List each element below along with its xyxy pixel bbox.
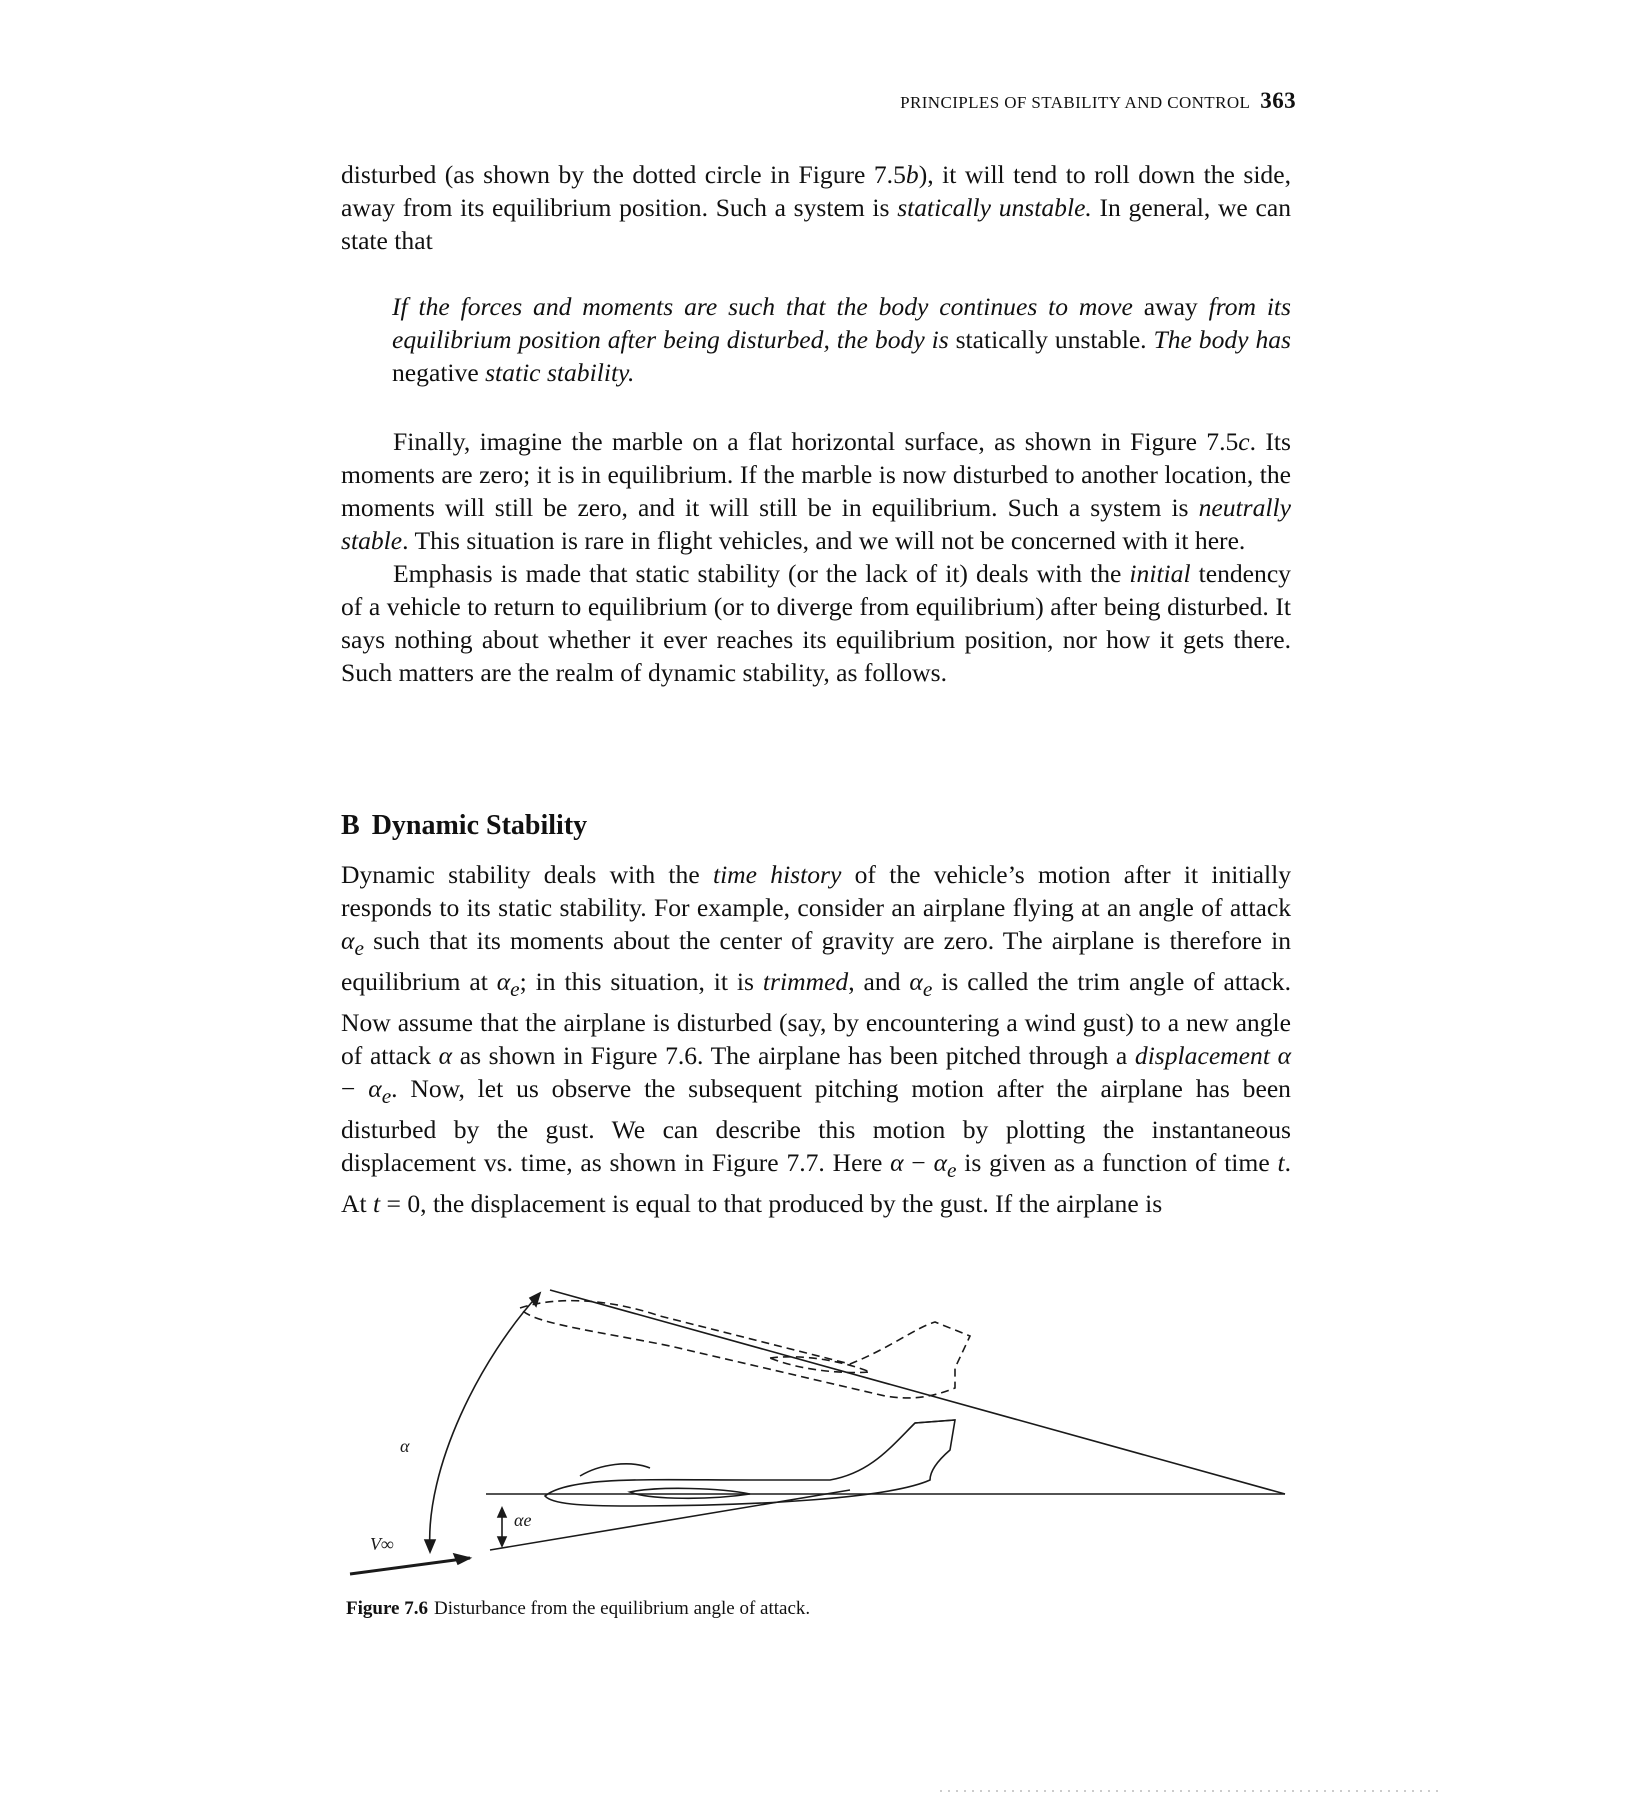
paragraph-2 <box>341 425 1291 557</box>
disturbed-angle-line <box>550 1290 1285 1494</box>
section-title: Dynamic Stability <box>371 810 588 841</box>
airplane-equilibrium <box>545 1420 955 1506</box>
running-head <box>826 88 1296 114</box>
p4-t11: = 0, the displacement is equal to that produced by the gust. If the airplane is <box>380 1189 1163 1219</box>
p4-t9: is given as a function of time <box>956 1148 1278 1178</box>
alpha-e-arrowhead <box>498 1508 506 1517</box>
alpha-symbol: α <box>933 1148 948 1178</box>
p4-t10: . At <box>341 1148 1291 1219</box>
alpha-symbol: α <box>1277 1041 1291 1071</box>
time-symbol: t <box>373 1189 381 1219</box>
p1-italic-1: b <box>905 160 919 189</box>
p1-text-2: ), it will tend to roll down the side, away from its equilibrium position. Such a system is <box>341 160 1291 222</box>
paragraph-dynamic <box>341 858 1291 1220</box>
scan-artifact <box>940 1788 1440 1794</box>
time-symbol: t <box>1277 1148 1285 1178</box>
paragraph-1 <box>341 158 1291 257</box>
p4-t5: , and <box>848 967 910 997</box>
paragraph-4 <box>341 858 1291 1220</box>
p2-text-3: . This situation is rare in flight vehicles, and we will not be concerned with it here. <box>402 526 1246 555</box>
p4-t4: ; in this situation, it is <box>519 967 763 997</box>
p1-text-1: disturbed (as shown by the dotted circle in Figure 7.5 <box>341 160 906 189</box>
alpha-label: α <box>400 1436 410 1456</box>
definition-quote <box>392 290 1291 389</box>
p1-italic-2: statically unstable. <box>897 193 1092 222</box>
alpha-symbol: α <box>909 967 923 997</box>
canopy <box>580 1464 650 1476</box>
freestream-arrowhead <box>454 1554 470 1564</box>
paragraph-3 <box>341 557 1291 689</box>
freestream-arrow <box>350 1558 470 1574</box>
e-subscript: e <box>510 977 520 1002</box>
e-subscript: e <box>947 1158 957 1183</box>
airplane-disturbed <box>520 1301 970 1398</box>
caption-label: Figure 7.6 <box>346 1598 428 1619</box>
figure-caption <box>346 1598 810 1620</box>
e-subscript: e <box>922 977 933 1002</box>
running-title: PRINCIPLES OF STABILITY AND CONTROL <box>900 93 1251 112</box>
p2-italic-2: neutrally stable <box>341 493 1291 555</box>
fuselage <box>545 1420 955 1506</box>
alpha-symbol: α <box>368 1074 382 1104</box>
p4-t8: . Now, let us observe the subsequent pitching motion after the airplane has been disturbed by the gust. We can describe this motion by plotting the instantaneous displacement vs. time, as shown in Figure 7.7. Here <box>341 1074 1291 1178</box>
paragraphs-static <box>341 425 1291 689</box>
p4-i3: displacement <box>1134 1041 1270 1071</box>
p1-text-3: In general, we can state that <box>341 193 1292 255</box>
quote-text-3: negative <box>392 358 486 387</box>
p4-t3: such that its moments about the center of gravity are zero. The airplane is therefore in equilibrium at <box>341 926 1291 997</box>
paragraph-continued <box>341 158 1291 257</box>
minus-sign: − <box>341 1074 369 1104</box>
alpha-symbol: α <box>341 926 355 955</box>
quote-text-1: away <box>1132 292 1209 321</box>
p4-i1: time history <box>712 860 842 889</box>
p3-italic-1: initial <box>1129 559 1191 588</box>
p3-text-2: tendency of a vehicle to return to equilibrium (or to diverge from equilibrium) after being disturbed. It says nothing about whether it ever reaches its equilibrium position, nor how it gets there. Such matters are the realm of dynamic stability, as follows. <box>341 559 1291 687</box>
p2-text-1: Finally, imagine the marble on a flat horizontal surface, as shown in Figure 7.5 <box>393 427 1239 456</box>
tail-fin-top <box>915 1420 955 1423</box>
p2-text-2: . Its moments are zero; it is in equilibrium. If the marble is now disturbed to another location, the moments will still be zero, and it will still be in equilibrium. Such a system is <box>341 427 1291 522</box>
quote-italic-1: If the forces and moments are such that the body continues to move <box>392 292 1133 321</box>
fuselage-disturbed <box>520 1301 970 1398</box>
caption-text: Disturbance from the equilibrium angle of attack. <box>433 1598 811 1619</box>
p4-t6: is called the trim angle of attack. Now assume that the airplane is disturbed (say, by encountering a wind gust) to a new angle of attack <box>341 967 1291 1071</box>
e-subscript: e <box>381 1084 392 1109</box>
p2-italic-1: c <box>1238 427 1250 456</box>
quote-italic-4: static stability. <box>485 358 635 387</box>
quote-italic-3: The body has <box>1153 325 1291 354</box>
figure-7-6 <box>330 1268 1310 1588</box>
e-subscript: e <box>354 936 364 961</box>
p4-t2: of the vehicle’s motion after it initially responds to its static stability. For example, consider an airplane flying at an angle of attack <box>341 860 1291 922</box>
minus-sign: − <box>903 1148 934 1178</box>
section-heading <box>341 810 587 842</box>
section-letter: B <box>341 810 360 841</box>
p4-t1: Dynamic stability deals with the <box>341 860 713 889</box>
alpha-e-arrowhead <box>498 1537 506 1546</box>
alpha-symbol: α <box>496 967 511 997</box>
alpha-arc-arrowhead-bottom <box>425 1540 435 1552</box>
freestream-label: V∞ <box>370 1534 394 1554</box>
alpha-symbol: α <box>890 1148 904 1178</box>
quote-italic-2: from its equilibrium position after being disturbed, the body is <box>392 292 1292 354</box>
p4-i2: trimmed <box>762 967 849 997</box>
p4-t7: as shown in Figure 7.6. The airplane has been pitched through a <box>452 1041 1135 1071</box>
alpha-symbol: α <box>438 1041 453 1071</box>
figure-drawing <box>330 1268 1310 1588</box>
quote-paragraph <box>392 290 1291 389</box>
page-number: 363 <box>1260 88 1296 113</box>
quote-text-2: statically unstable. <box>948 325 1154 354</box>
trim-angle-line <box>490 1490 850 1550</box>
alpha-e-label: αe <box>514 1510 532 1530</box>
p3-text-1: Emphasis is made that static stability (or the lack of it) deals with the <box>393 559 1130 588</box>
